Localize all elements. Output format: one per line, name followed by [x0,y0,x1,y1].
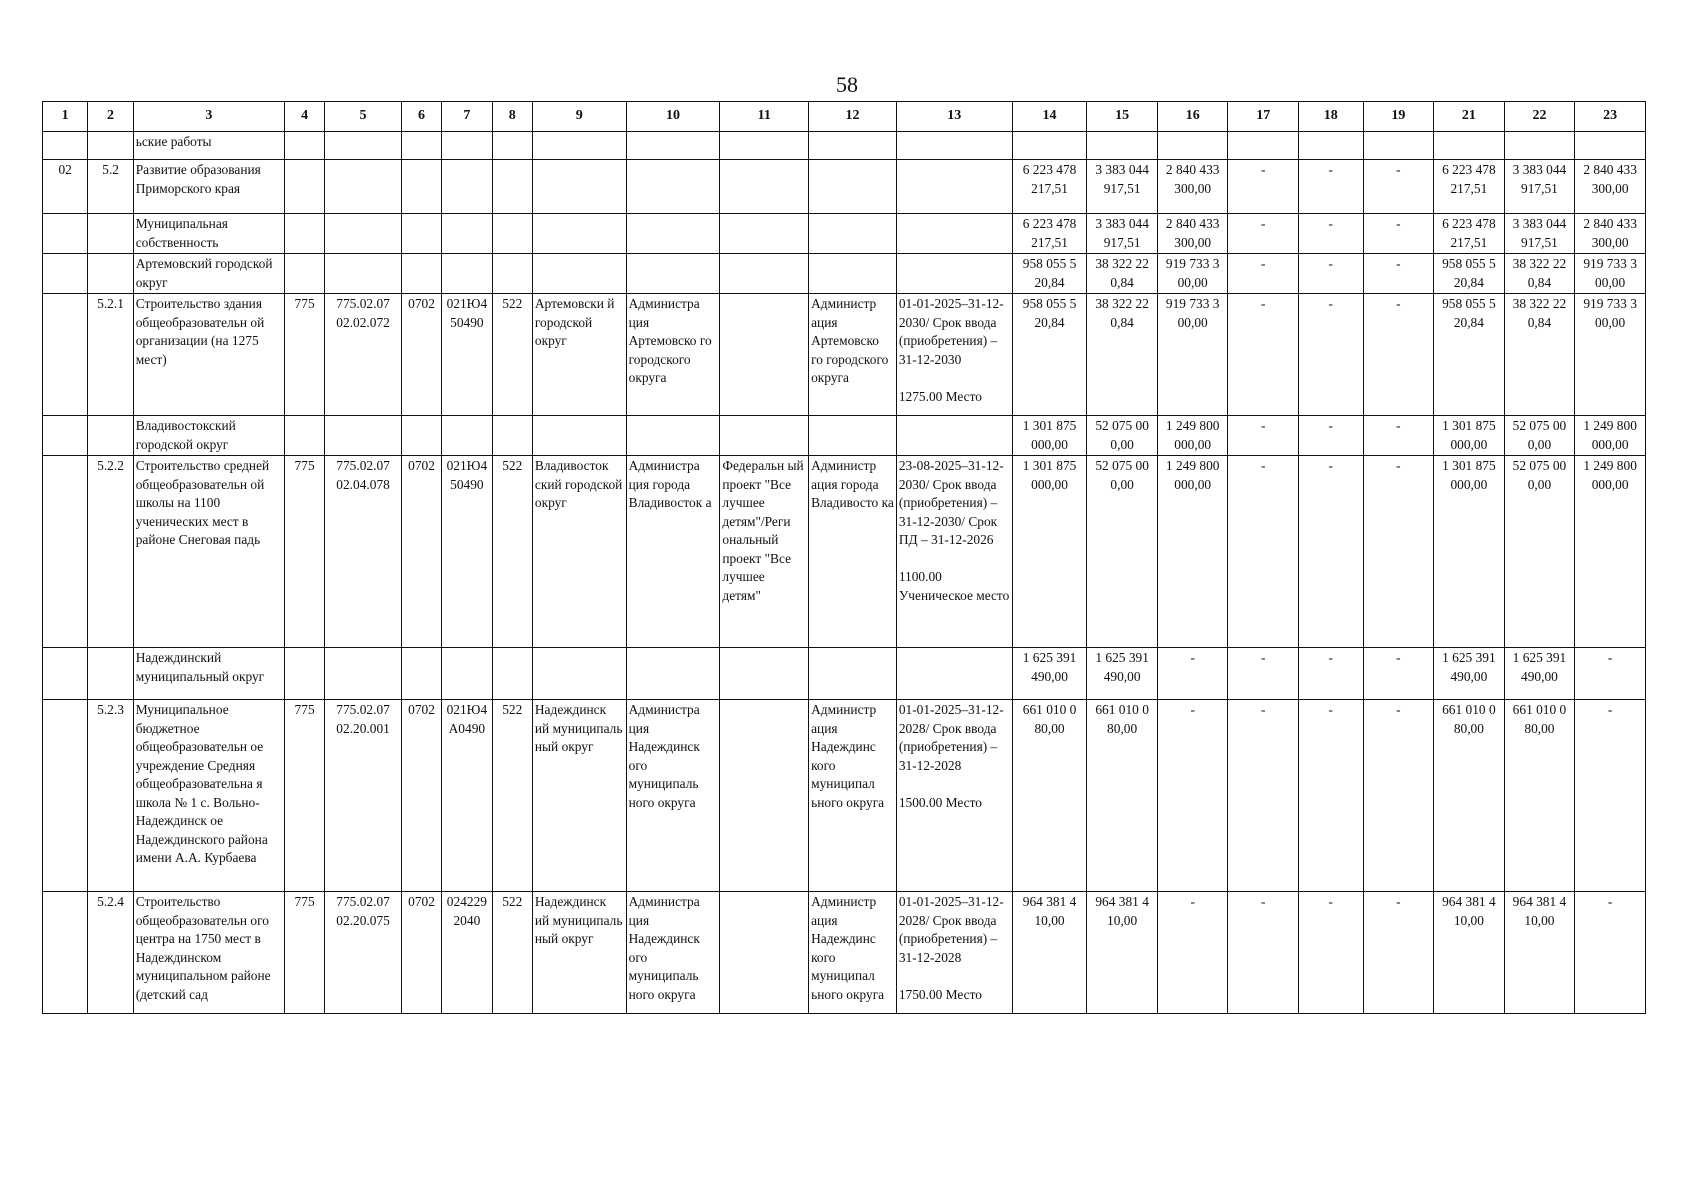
cell-c4: 775 [284,456,324,648]
cell-c17: - [1228,254,1299,294]
header-row [43,102,1646,132]
cell-c6 [401,254,441,294]
cell-c5: 775.02.07 02.02.072 [325,294,402,416]
table-row [43,648,1646,700]
cell-c22: 52 075 00 0,00 [1504,416,1575,456]
cell-c1 [43,214,88,254]
cell-c14 [1012,132,1087,160]
cell-c6 [401,648,441,700]
cell-c16: - [1157,892,1228,1014]
cell-c10 [626,254,720,294]
cell-c11 [720,416,809,456]
cell-c13 [896,214,1012,254]
cell-c23: 2 840 433 300,00 [1575,160,1646,214]
cell-c15: 52 075 00 0,00 [1087,456,1158,648]
column-header-7: 7 [442,102,492,132]
cell-c10 [626,214,720,254]
table-row [43,456,1646,648]
cell-c14: 6 223 478 217,51 [1012,214,1087,254]
cell-c23: 919 733 3 00,00 [1575,294,1646,416]
cell-c23: - [1575,892,1646,1014]
cell-c4 [284,214,324,254]
cell-c3: Строительство здания общеобразовательн ой организации (на 1275 мест) [133,294,284,416]
cell-c18: - [1299,892,1364,1014]
cell-c22: 38 322 22 0,84 [1504,294,1575,416]
cell-c9 [532,648,626,700]
column-header-13: 13 [896,102,1012,132]
cell-c14: 661 010 0 80,00 [1012,700,1087,892]
cell-c6: 0702 [401,700,441,892]
cell-c13: 01-01-2025–31-12-2030/ Срок ввода (приобретения) – 31-12-2030 1275.00 Место [896,294,1012,416]
cell-c18: - [1299,456,1364,648]
cell-c15 [1087,132,1158,160]
column-header-12: 12 [809,102,897,132]
cell-c23: 1 249 800 000,00 [1575,416,1646,456]
column-header-11: 11 [720,102,809,132]
column-header-3: 3 [133,102,284,132]
cell-c2: 5.2 [88,160,133,214]
cell-c3: Надеждинский муниципальный округ [133,648,284,700]
table-row [43,160,1646,214]
cell-c5 [325,416,402,456]
cell-c4: 775 [284,892,324,1014]
column-header-19: 19 [1363,102,1434,132]
cell-c19: - [1363,648,1434,700]
cell-c1 [43,700,88,892]
cell-c12 [809,132,897,160]
cell-c21: 6 223 478 217,51 [1434,160,1505,214]
table-row [43,416,1646,456]
column-header-10: 10 [626,102,720,132]
cell-c7 [442,214,492,254]
cell-c7 [442,160,492,214]
cell-c1 [43,132,88,160]
cell-c6: 0702 [401,456,441,648]
cell-c12 [809,254,897,294]
cell-c3: Развитие образования Приморского края [133,160,284,214]
cell-c12: Администр ация Артемовско го городского округа [809,294,897,416]
cell-c12 [809,160,897,214]
cell-c3: Строительство средней общеобразовательн ой школы на 1100 ученических мест в районе Снеговая падь [133,456,284,648]
column-header-4: 4 [284,102,324,132]
cell-c22: 964 381 4 10,00 [1504,892,1575,1014]
cell-c13 [896,254,1012,294]
cell-c5 [325,254,402,294]
cell-c10: Администра ция города Владивосток а [626,456,720,648]
cell-c14: 6 223 478 217,51 [1012,160,1087,214]
cell-c8 [492,132,532,160]
cell-c17: - [1228,294,1299,416]
cell-c8 [492,416,532,456]
cell-c7: 021Ю4 50490 [442,456,492,648]
cell-c17 [1228,132,1299,160]
cell-c6 [401,132,441,160]
column-header-17: 17 [1228,102,1299,132]
cell-c21: 1 301 875 000,00 [1434,416,1505,456]
cell-c5 [325,214,402,254]
cell-c10 [626,160,720,214]
cell-c8 [492,160,532,214]
cell-c19: - [1363,416,1434,456]
cell-c16: 2 840 433 300,00 [1157,160,1228,214]
cell-c1: 02 [43,160,88,214]
cell-c19: - [1363,294,1434,416]
cell-c13: 01-01-2025–31-12-2028/ Срок ввода (приобретения) – 31-12-2028 1750.00 Место [896,892,1012,1014]
cell-c7 [442,254,492,294]
cell-c15: 38 322 22 0,84 [1087,294,1158,416]
cell-c13 [896,160,1012,214]
cell-c6 [401,416,441,456]
cell-c19: - [1363,700,1434,892]
cell-c14: 958 055 5 20,84 [1012,294,1087,416]
cell-c18: - [1299,416,1364,456]
cell-c5 [325,160,402,214]
cell-c13 [896,648,1012,700]
cell-c4 [284,416,324,456]
cell-c5 [325,132,402,160]
table-body [43,132,1646,1014]
cell-c1 [43,456,88,648]
cell-c10: Администра ция Надеждинск ого муниципаль ного округа [626,892,720,1014]
cell-c8 [492,214,532,254]
cell-c11: Федеральн ый проект "Все лучшее детям"/Реги ональный проект "Все лучшее детям" [720,456,809,648]
cell-c4 [284,254,324,294]
cell-c13: 23-08-2025–31-12-2030/ Срок ввода (приобретения) – 31-12-2030/ Срок ПД – 31-12-2026 1100.00 Ученическое место [896,456,1012,648]
cell-c7 [442,648,492,700]
cell-c9 [532,214,626,254]
column-header-6: 6 [401,102,441,132]
cell-c11 [720,700,809,892]
cell-c21: 964 381 4 10,00 [1434,892,1505,1014]
cell-c23: 1 249 800 000,00 [1575,456,1646,648]
cell-c2: 5.2.1 [88,294,133,416]
cell-c21: 1 625 391 490,00 [1434,648,1505,700]
cell-c2 [88,132,133,160]
cell-c12: Администр ация города Владивосто ка [809,456,897,648]
cell-c15: 38 322 22 0,84 [1087,254,1158,294]
cell-c11 [720,892,809,1014]
cell-c1 [43,254,88,294]
cell-c9: Артемовски й городской округ [532,294,626,416]
cell-c18 [1299,132,1364,160]
column-header-14: 14 [1012,102,1087,132]
cell-c21 [1434,132,1505,160]
cell-c22: 661 010 0 80,00 [1504,700,1575,892]
cell-c10: Администра ция Надеждинск ого муниципаль ного округа [626,700,720,892]
cell-c15: 52 075 00 0,00 [1087,416,1158,456]
cell-c14: 958 055 5 20,84 [1012,254,1087,294]
cell-c11 [720,160,809,214]
cell-c10: Администра ция Артемовско го городского округа [626,294,720,416]
cell-c2 [88,648,133,700]
cell-c16: 2 840 433 300,00 [1157,214,1228,254]
cell-c11 [720,254,809,294]
cell-c14: 1 301 875 000,00 [1012,416,1087,456]
cell-c16: - [1157,648,1228,700]
cell-c14: 964 381 4 10,00 [1012,892,1087,1014]
cell-c16: 919 733 3 00,00 [1157,294,1228,416]
cell-c17: - [1228,214,1299,254]
table-row [43,132,1646,160]
cell-c22: 52 075 00 0,00 [1504,456,1575,648]
cell-c3: Муниципальная собственность [133,214,284,254]
cell-c19: - [1363,160,1434,214]
cell-c13: 01-01-2025–31-12-2028/ Срок ввода (приобретения) – 31-12-2028 1500.00 Место [896,700,1012,892]
cell-c23: 919 733 3 00,00 [1575,254,1646,294]
cell-c23: - [1575,700,1646,892]
cell-c6 [401,160,441,214]
cell-c15: 964 381 4 10,00 [1087,892,1158,1014]
cell-c12 [809,648,897,700]
cell-c13 [896,416,1012,456]
cell-c2: 5.2.3 [88,700,133,892]
cell-c7 [442,132,492,160]
cell-c18: - [1299,160,1364,214]
column-header-1: 1 [43,102,88,132]
cell-c22 [1504,132,1575,160]
cell-c1 [43,416,88,456]
cell-c7: 021Ю4 50490 [442,294,492,416]
cell-c9: Надеждинск ий муниципаль ный округ [532,700,626,892]
cell-c4: 775 [284,294,324,416]
cell-c17: - [1228,416,1299,456]
column-header-22: 22 [1504,102,1575,132]
cell-c2: 5.2.4 [88,892,133,1014]
cell-c15: 661 010 0 80,00 [1087,700,1158,892]
cell-c19 [1363,132,1434,160]
cell-c1 [43,648,88,700]
cell-c9 [532,416,626,456]
cell-c11 [720,132,809,160]
cell-c2 [88,416,133,456]
cell-c4 [284,160,324,214]
cell-c4 [284,648,324,700]
cell-c18: - [1299,214,1364,254]
cell-c17: - [1228,892,1299,1014]
cell-c21: 661 010 0 80,00 [1434,700,1505,892]
column-header-8: 8 [492,102,532,132]
cell-c9 [532,254,626,294]
column-header-16: 16 [1157,102,1228,132]
cell-c21: 1 301 875 000,00 [1434,456,1505,648]
cell-c19: - [1363,214,1434,254]
cell-c9 [532,132,626,160]
cell-c11 [720,648,809,700]
table-row [43,214,1646,254]
cell-c12 [809,214,897,254]
cell-c2: 5.2.2 [88,456,133,648]
cell-c15: 1 625 391 490,00 [1087,648,1158,700]
cell-c11 [720,214,809,254]
cell-c18: - [1299,254,1364,294]
cell-c3: Владивостокский городской округ [133,416,284,456]
cell-c12: Администр ация Надеждинс кого муниципал ьного округа [809,700,897,892]
cell-c16: 1 249 800 000,00 [1157,456,1228,648]
cell-c9 [532,160,626,214]
cell-c10 [626,648,720,700]
cell-c2 [88,254,133,294]
cell-c23: 2 840 433 300,00 [1575,214,1646,254]
cell-c9: Надеждинск ий муниципаль ный округ [532,892,626,1014]
cell-c1 [43,294,88,416]
cell-c12: Администр ация Надеждинс кого муниципал ьного округа [809,892,897,1014]
cell-c8: 522 [492,700,532,892]
column-header-9: 9 [532,102,626,132]
cell-c18: - [1299,294,1364,416]
cell-c22: 38 322 22 0,84 [1504,254,1575,294]
page-number: 58 [836,72,858,97]
cell-c5: 775.02.07 02.20.001 [325,700,402,892]
column-header-2: 2 [88,102,133,132]
cell-c13 [896,132,1012,160]
column-header-5: 5 [325,102,402,132]
cell-c14: 1 301 875 000,00 [1012,456,1087,648]
cell-c19: - [1363,456,1434,648]
cell-c8: 522 [492,892,532,1014]
cell-c9: Владивосток ский городской округ [532,456,626,648]
cell-c16: - [1157,700,1228,892]
cell-c16: 919 733 3 00,00 [1157,254,1228,294]
cell-c18: - [1299,648,1364,700]
cell-c22: 3 383 044 917,51 [1504,214,1575,254]
cell-c6 [401,214,441,254]
cell-c16 [1157,132,1228,160]
cell-c1 [43,892,88,1014]
cell-c22: 3 383 044 917,51 [1504,160,1575,214]
cell-c8 [492,254,532,294]
cell-c14: 1 625 391 490,00 [1012,648,1087,700]
cell-c17: - [1228,160,1299,214]
cell-c17: - [1228,648,1299,700]
cell-c21: 958 055 5 20,84 [1434,254,1505,294]
cell-c3: Артемовский городской округ [133,254,284,294]
program-table [42,101,1646,1014]
column-header-23: 23 [1575,102,1646,132]
table-row [43,294,1646,416]
cell-c5: 775.02.07 02.20.075 [325,892,402,1014]
cell-c11 [720,294,809,416]
cell-c19: - [1363,254,1434,294]
cell-c2 [88,214,133,254]
cell-c16: 1 249 800 000,00 [1157,416,1228,456]
cell-c22: 1 625 391 490,00 [1504,648,1575,700]
cell-c8 [492,648,532,700]
cell-c8: 522 [492,456,532,648]
cell-c3: Муниципальное бюджетное общеобразовательн ое учреждение Средняя общеобразовательна я школа № 1 с. Вольно-Надеждинск ое Надеждинского района имени А.А. Курбаева [133,700,284,892]
cell-c6: 0702 [401,294,441,416]
table-row [43,700,1646,892]
table-row [43,892,1646,1014]
cell-c5 [325,648,402,700]
cell-c4: 775 [284,700,324,892]
cell-c10 [626,416,720,456]
cell-c19: - [1363,892,1434,1014]
cell-c21: 6 223 478 217,51 [1434,214,1505,254]
column-header-21: 21 [1434,102,1505,132]
cell-c23: - [1575,648,1646,700]
cell-c8: 522 [492,294,532,416]
cell-c5: 775.02.07 02.04.078 [325,456,402,648]
cell-c17: - [1228,456,1299,648]
cell-c7: 021Ю4 А0490 [442,700,492,892]
cell-c7 [442,416,492,456]
cell-c12 [809,416,897,456]
cell-c10 [626,132,720,160]
cell-c23 [1575,132,1646,160]
cell-c15: 3 383 044 917,51 [1087,214,1158,254]
cell-c4 [284,132,324,160]
cell-c21: 958 055 5 20,84 [1434,294,1505,416]
column-header-18: 18 [1299,102,1364,132]
cell-c3: ьские работы [133,132,284,160]
cell-c17: - [1228,700,1299,892]
column-header-15: 15 [1087,102,1158,132]
table-row [43,254,1646,294]
cell-c3: Строительство общеобразовательн ого центра на 1750 мест в Надеждинском муниципальном районе (детский сад [133,892,284,1014]
cell-c15: 3 383 044 917,51 [1087,160,1158,214]
cell-c6: 0702 [401,892,441,1014]
cell-c7: 024229 2040 [442,892,492,1014]
cell-c18: - [1299,700,1364,892]
